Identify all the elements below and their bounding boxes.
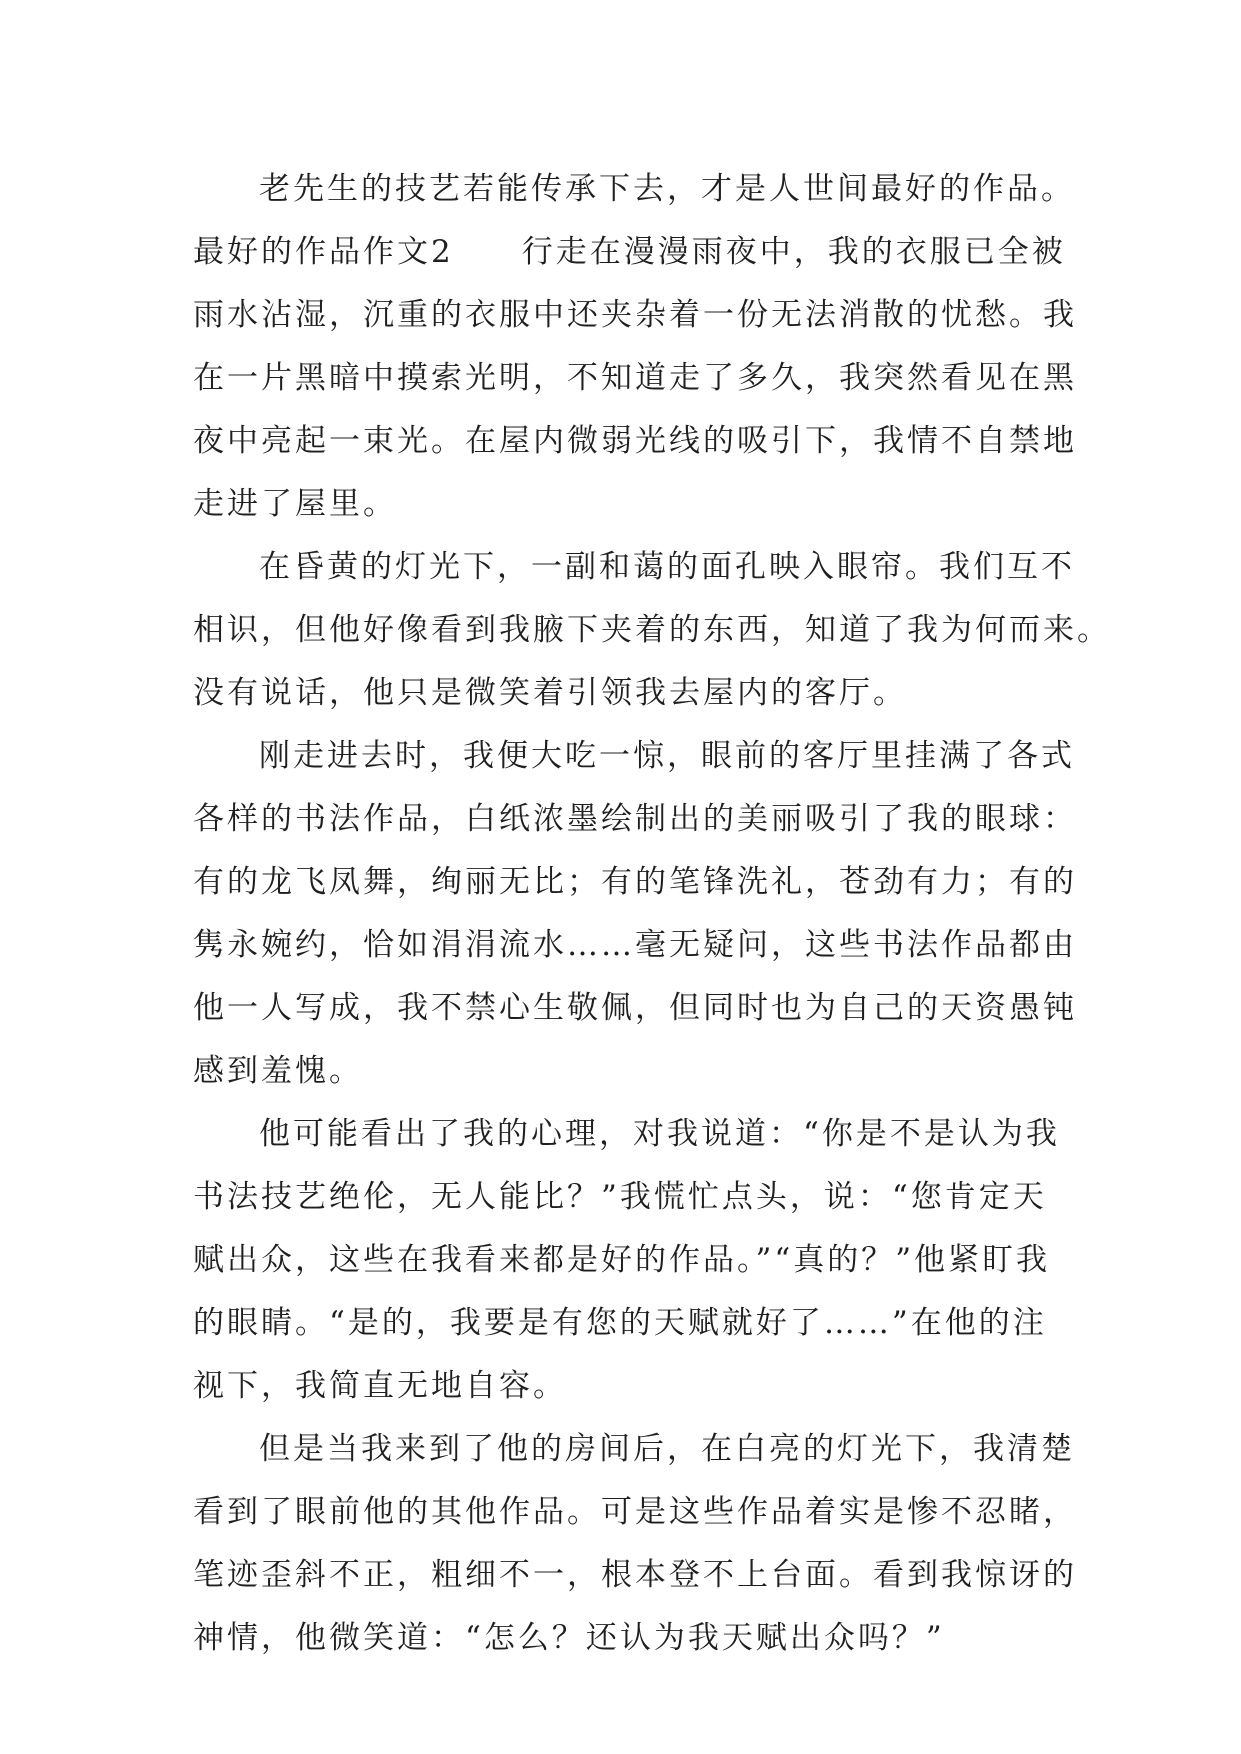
text-line: 看到了眼前他的其他作品。可是这些作品着实是惨不忍睹， — [193, 1494, 1077, 1530]
essay-text — [193, 158, 1111, 1670]
text-line: 夜中亮起一束光。在屋内微弱光线的吸引下，我情不自禁地 — [193, 423, 1077, 459]
text-line: 赋出众，这些在我看来都是好的作品。”“真的？”他紧盯我 — [193, 1242, 1051, 1278]
text-line: 的眼睛。“是的，我要是有您的天赋就好了……”在他的注 — [193, 1305, 1047, 1341]
text-line: 在一片黑暗中摸索光明，不知道走了多久，我突然看见在黑 — [193, 360, 1077, 396]
text-line: 各样的书法作品，白纸浓墨绘制出的美丽吸引了我的眼球： — [193, 801, 1077, 837]
text-line: 雨水沾湿，沉重的衣服中还夹杂着一份无法消散的忧愁。我 — [193, 297, 1077, 333]
text-line: 没有说话，他只是微笑着引领我去屋内的客厅。 — [193, 675, 907, 711]
text-line: 老先生的技艺若能传承下去，才是人世间最好的作品。 — [259, 171, 1075, 207]
text-line: 相识，但他好像看到我腋下夹着的东西，知道了我为何而来。 — [193, 612, 1111, 648]
text-line: 最好的作品作文2 行走在漫漫雨夜中，我的衣服已全被 — [193, 234, 1066, 270]
text-line: 他一人写成，我不禁心生敬佩，但同时也为自己的天资愚钝 — [193, 990, 1077, 1026]
text-line: 但是当我来到了他的房间后，在白亮的灯光下，我清楚 — [259, 1431, 1075, 1467]
text-line: 神情，他微笑道：“怎么？还认为我天赋出众吗？” — [193, 1620, 945, 1656]
text-line: 有的龙飞凤舞，绚丽无比；有的笔锋洗礼，苍劲有力；有的 — [193, 864, 1077, 900]
text-line: 书法技艺绝伦，无人能比？”我慌忙点头，说：“您肯定天 — [193, 1179, 1047, 1215]
text-line: 视下，我简直无地自容。 — [193, 1368, 567, 1404]
text-line: 笔迹歪斜不正，粗细不一，根本登不上台面。看到我惊讶的 — [193, 1557, 1077, 1593]
text-line: 感到羞愧。 — [193, 1053, 363, 1089]
text-line: 隽永婉约，恰如涓涓流水……毫无疑问，这些书法作品都由 — [193, 927, 1077, 963]
text-line: 在昏黄的灯光下，一副和蔼的面孔映入眼帘。我们互不 — [259, 549, 1075, 585]
text-line: 他可能看出了我的心理，对我说道：“你是不是认为我 — [259, 1116, 1060, 1152]
text-line: 刚走进去时，我便大吃一惊，眼前的客厅里挂满了各式 — [259, 738, 1075, 774]
text-line: 走进了屋里。 — [193, 486, 397, 522]
